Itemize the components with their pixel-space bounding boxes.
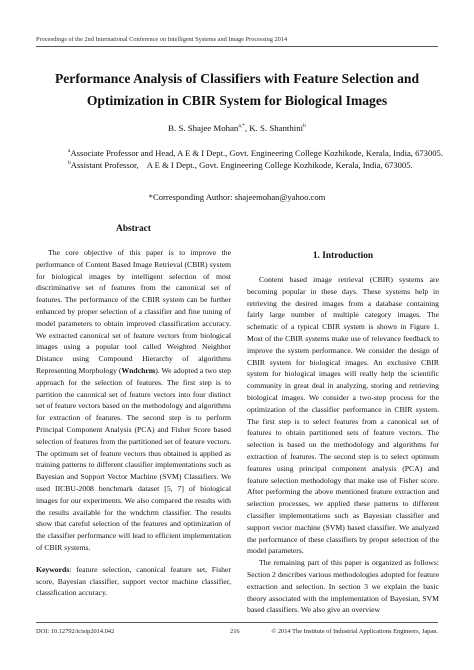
abstract-body (36, 247, 231, 599)
abstract-text-1: The core objective of this paper is to improve the performance of Content Based Image Retrieval (CBIR) system for biological images by intelligent selection of most discriminative set of features from the canonical set of features. The performance of the CBIR system can be further enhanced by proper selection of a classifier and fine tuning of model parameters to obtain improved classification accuracy. We extracted canonical set of feature vectors from biological images using a popular tool called Weighted Neighbor Distance using Compound Hierarchy of algorithms Representing Morphology ( (36, 248, 231, 375)
author-1-sup: a,* (238, 123, 245, 129)
affiliation-b (68, 157, 448, 171)
intro-paragraph-2: The remaining part of this paper is organized as follows: Section 2 describes various methodologies adopted for feature extraction and selection. In section 3 we explain the basic theory associated with the implementation of Bayesian, SVM based classifiers. We also give an overview (247, 558, 439, 615)
footer-copyright: © 2014 The Institute of Industrial Applications Engineers, Japan. (271, 628, 438, 635)
author-1: B. S. Shajee Mohan (168, 122, 239, 133)
title-line-2: Optimization in CBIR System for Biological Images (86, 93, 388, 108)
affiliation-a-text: Associate Professor and Head, A E & I Dept., Govt. Engineering College Kozhikode, Kerala, India, 673005. (70, 147, 443, 158)
page-number: 216 (230, 628, 240, 635)
footer-doi: DOI: 10.12792/icisip2014.042 (36, 628, 115, 635)
authors (36, 121, 438, 134)
keywords (36, 564, 231, 599)
keywords-text: : feature selection, canonical feature set, Fisher score, Bayesian classifier, support vector machine classifier, classification accuracy. (36, 564, 231, 598)
abstract-heading: Abstract (116, 224, 151, 234)
author-separator: , K. S. Shanthini (244, 122, 304, 133)
wndchrm-term: Wndchrm (121, 365, 156, 375)
affiliation-a-sup: a (68, 148, 71, 154)
affiliation-b-text: Assistant Professor, A E & I Dept., Govt. Engineering College Kozhikode, Kerala, India, 673005. (70, 159, 413, 170)
introduction-heading: 1. Introduction (312, 251, 374, 261)
introduction-body (247, 274, 439, 616)
running-head: Proceedings of the 2nd International Conference on Intelligent Systems and Image Processing 2014 (36, 36, 288, 43)
abstract-section (36, 224, 231, 599)
author-2-sup: b (303, 123, 306, 129)
title-line-1: Performance Analysis of Classifiers with Feature Selection and (54, 71, 420, 86)
header-rule (36, 46, 438, 47)
abstract-paragraph (36, 247, 231, 554)
keywords-label: Keywords (36, 564, 70, 574)
abstract-text-2: ). We adopted a two step approach for the selection of features. The first step is to partition the canonical set of feature vectors into four distinct set of feature vectors based on the methodology and algorithms for extraction of features. The second step is to perform Principal Component Analysis (PCA) and Fisher Score based selection of features from the partitioned set of feature vectors. The optimum set of feature vectors thus obtained is applied as training patterns to different classifier implementations such as Bayesian and Support Vector Machine (SVM) Classifiers. We used IICBU-2008 benchmark dataset [5, 7] of biological images for our experiments. We also compared the results with the results available for the wndchrm classifier. The results show that careful selection of the features and optimization of the classifier performance will lead to efficient implementation of CBIR systems. (36, 365, 231, 552)
corresponding-author: *Corresponding Author: shajeemohan@yahoo.com (148, 192, 326, 202)
intro-paragraph-1: Content based image retrieval (CBIR) systems are becoming popular in these days. These systems help in retrieving the desired images from a database containing fairly large number of multiple category images. The schematic of a typical CBIR system is shown in Figure 1. Most of the CBIR systems make use of relevance feedback to improve the system performance. We consider the design of CBIR system for biological images. An exclusive CBIR system for biological images will really help the scientific community in great deal in analyzing, storing and retrieving biological images. We consider a two-step process for the optimization of the classifier performance in CBIR system. The first step is to select features from a canonical set of features to obtain partitioned sets of feature vectors. The selection is based on the methodology and algorithms for extraction of features. The second step is to select optimum features using principal component analysis (PCA) and feature selection methodology that make use of Fisher score. After performing the above mentioned feature extraction and selection processes, we applied these patterns to different classifier implementations such as Bayesian classifier and support vector machine (SVM) based classifier. We analyzed the performance of these classifiers by proper selection of the model parameters. (247, 275, 439, 556)
affiliation-b-sup: b (68, 160, 71, 166)
paper-title (36, 68, 438, 112)
footer-rule (36, 622, 438, 623)
introduction-section (247, 251, 439, 616)
